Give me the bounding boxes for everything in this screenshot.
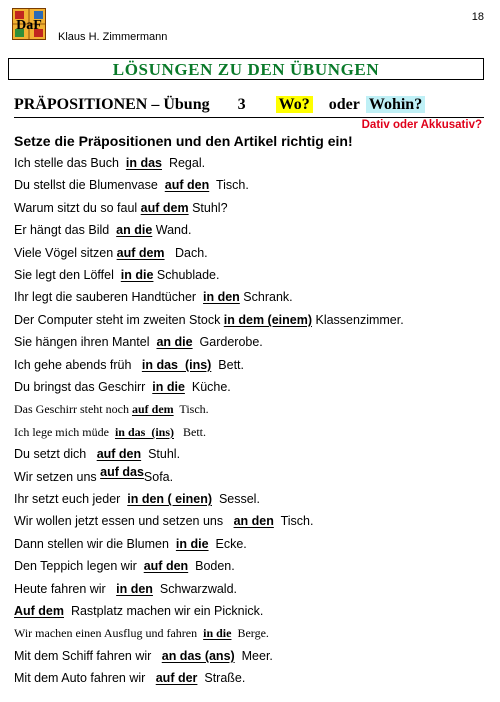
sentence-text-after: Regal. — [162, 156, 206, 170]
sentence-text-before: Mit dem Auto fahren wir — [14, 671, 156, 686]
daf-logo — [12, 8, 46, 40]
exercise-number: 3 — [237, 96, 246, 113]
answer-preposition: auf das — [100, 464, 144, 479]
sentence-line — [14, 559, 235, 573]
sentence-text-after: Rastplatz machen wir ein Picknick. — [64, 604, 264, 618]
exercise-heading — [14, 96, 486, 114]
sentence-line — [14, 514, 313, 528]
sentence-text-after: Stuhl. — [141, 447, 181, 462]
answer-preposition: Auf dem — [14, 604, 64, 618]
sentence-line — [14, 246, 208, 260]
sentence-text-before: Das Geschirr steht noch — [14, 402, 132, 417]
sentence-text-after: Schwarzwald. — [152, 581, 238, 596]
sentence-text-before: Ich stelle das Buch — [14, 156, 126, 170]
sentence-text-before: Wir wollen jetzt essen und setzen uns — [14, 514, 234, 529]
sentence-line — [14, 290, 293, 304]
sentence-line — [14, 671, 245, 685]
case-note: Dativ oder Akkusativ? — [361, 119, 482, 131]
answer-preposition: auf dem — [140, 200, 189, 215]
answer-preposition: in die — [175, 536, 209, 551]
heading-rule — [14, 117, 484, 118]
sentence-text-after: Sofa. — [143, 469, 174, 484]
sentence-text-after: Garderobe. — [192, 335, 263, 350]
answer-preposition: auf dem — [116, 245, 165, 260]
sentence-text-after: Boden. — [188, 559, 235, 574]
sentence-line — [14, 464, 174, 484]
sentence-line — [14, 425, 206, 440]
sentence-text-before: Sie legt den Löffel — [14, 268, 121, 282]
wo-highlight: Wo? — [276, 96, 313, 113]
page-number: 18 — [471, 11, 484, 23]
sentence-text-before: Du stellst die Blumenvase — [14, 178, 165, 193]
sentence-text-before: Viele Vögel sitzen — [14, 245, 117, 260]
title-box — [8, 58, 484, 80]
answer-preposition: auf dem — [131, 402, 174, 417]
sentence-text-after: Schublade. — [153, 268, 220, 282]
sentence-text-after: Stuhl? — [188, 200, 228, 215]
sentence-text-after: Bett. — [211, 357, 244, 372]
sentence-text-after: Klassenzimmer. — [312, 312, 404, 327]
answer-preposition: in den ( einen) — [127, 492, 212, 506]
sentence-text-before: Ihr setzt euch jeder — [14, 492, 128, 506]
sentence-text-before: Du bringst das Geschirr — [14, 380, 153, 394]
sentence-line — [14, 604, 263, 618]
sentence-line — [14, 313, 404, 327]
sentence-text-before: Er hängt das Bild — [14, 223, 117, 238]
sentence-line — [14, 268, 219, 282]
sentence-line — [14, 178, 249, 192]
sentence-text-before: Du setzt dich — [14, 447, 97, 462]
sentence-line — [14, 447, 180, 461]
answer-preposition: an die — [116, 223, 153, 238]
sentence-text-before: Den Teppich legen wir — [14, 559, 144, 574]
answer-preposition: auf der — [155, 671, 198, 686]
sentence-line — [14, 537, 247, 551]
sentence-text-after: Berge. — [231, 626, 269, 641]
answer-preposition: auf den — [143, 559, 189, 574]
sentence-line — [14, 201, 228, 215]
answer-preposition: in die — [203, 626, 232, 641]
sentence-line — [14, 626, 269, 641]
sentence-text-before: Ich lege mich müde — [14, 424, 115, 439]
sentence-text-before: Heute fahren wir — [14, 581, 117, 596]
answer-preposition: in den — [116, 581, 153, 596]
sentence-text-before: Ich gehe abends früh — [14, 357, 142, 372]
sentence-line — [14, 492, 260, 506]
sentence-line — [14, 380, 231, 394]
answer-preposition: in die — [120, 268, 154, 282]
sentence-line — [14, 335, 263, 349]
sentence-line — [14, 649, 273, 663]
sentence-line — [14, 582, 237, 596]
sentence-text-before: Warum sitzt du so faul — [14, 200, 141, 215]
answer-preposition: an das (ans) — [161, 648, 235, 663]
answer-preposition: in das (ins) — [114, 424, 174, 439]
sentence-text-after: Küche. — [184, 380, 231, 394]
sentence-line — [14, 156, 205, 170]
instruction: Setze die Präpositionen und den Artikel richtig ein! — [14, 133, 353, 149]
answer-preposition: in das (ins) — [141, 357, 212, 372]
sentence-text-after: Ecke. — [208, 536, 247, 551]
sentence-text-after: Dach. — [164, 245, 208, 260]
sentence-line — [14, 402, 209, 417]
sentence-text-after: Wand. — [152, 223, 192, 238]
sentence-text-before: Ihr legt die sauberen Handtücher — [14, 290, 204, 305]
page-title: LÖSUNGEN ZU DEN ÜBUNGEN — [112, 60, 380, 79]
exercise-heading-label: PRÄPOSITIONEN – Übung — [14, 96, 210, 113]
sentence-text-before: Sie hängen ihren Mantel — [14, 335, 157, 350]
answer-preposition: in dem (einem) — [223, 312, 313, 327]
answer-preposition: in das — [125, 156, 162, 170]
answer-preposition: in den — [203, 290, 240, 305]
sentence-text-after: Meer. — [234, 648, 273, 663]
sentence-text-before: Mit dem Schiff fahren wir — [14, 648, 162, 663]
sentence-text-before: Der Computer steht im zweiten Stock — [14, 312, 224, 327]
wohin-highlight: Wohin? — [366, 96, 425, 113]
answer-preposition: in die — [152, 380, 185, 394]
sentence-text-after: Sessel. — [212, 492, 260, 506]
sentence-text-after: Tisch. — [173, 402, 209, 417]
sentence-text-after: Bett. — [174, 424, 206, 439]
sentence-text-before: Wir setzen uns — [14, 469, 101, 484]
answer-preposition: auf den — [164, 178, 210, 193]
sentence-text-after: Straße. — [197, 671, 246, 686]
answer-preposition: an die — [156, 335, 193, 350]
oder-word: oder — [328, 96, 360, 113]
sentence-text-after: Schrank. — [239, 290, 293, 305]
sentence-text-after: Tisch. — [209, 178, 249, 193]
sentence-text-before: Wir machen einen Ausflug und fahren — [14, 626, 204, 641]
answer-preposition: an den — [233, 514, 274, 529]
svg-text:DaF: DaF — [16, 18, 42, 33]
sentence-line — [14, 358, 244, 372]
answer-preposition: auf den — [96, 447, 142, 462]
sentence-text-before: Dann stellen wir die Blumen — [14, 536, 176, 551]
sentence-text-after: Tisch. — [273, 514, 314, 529]
sentence-line — [14, 223, 191, 237]
author-name: Klaus H. Zimmermann — [58, 31, 168, 43]
